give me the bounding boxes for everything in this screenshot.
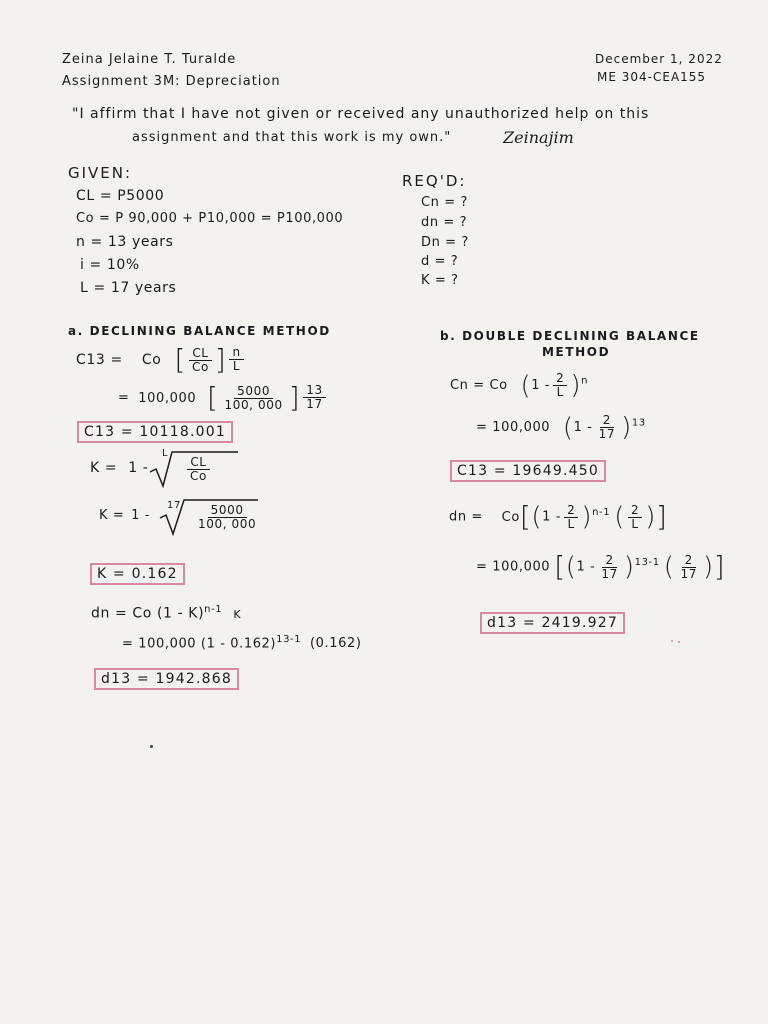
part-a-c13-formula: C13 = Co [ $\frac{CL}{Co}$ ] $\frac{n}{L}$: [76, 346, 247, 374]
radical-sign-b: [160, 500, 258, 534]
part-b-heading-1: b. DOUBLE DECLINING BALANCE: [440, 329, 700, 343]
root-index: L: [162, 448, 169, 459]
given-co: Co = P 90,000 + P10,000 = P100,000: [76, 211, 344, 226]
signature: Zeinajim: [503, 128, 574, 147]
part-b-heading-2: METHOD: [542, 345, 611, 359]
reqd-item: Dn = ?: [421, 235, 469, 250]
part-b-dn-substitution: = 100,000 [(1 - $\frac{2}{17}$ )$^{13-1}$ ( $\frac{2}{17}$ )]: [476, 550, 726, 583]
part-a-dn-substitution: = 100,000 (1 - 0.162)$^{13-1}$ (0.162): [122, 634, 362, 652]
given-l: L = 17 years: [80, 280, 177, 296]
date: December 1, 2022: [595, 52, 723, 66]
reqd-item: Cn = ?: [421, 195, 468, 210]
given-n: n = 13 years: [76, 234, 174, 250]
part-b-c13-result-box: C13 = 19649.450: [450, 460, 606, 482]
affirmation-line-2: assignment and that this work is my own.": [132, 130, 452, 145]
part-a-k-formula: K = 1 -: [90, 460, 149, 476]
part-a-dn-formula: dn = Co (1 - K)$^{n-1}$ K: [91, 604, 242, 622]
part-a-k-fraction: $\frac{CL}{Co}$: [184, 456, 213, 483]
part-a-heading: a. DECLINING BALANCE METHOD: [68, 324, 331, 338]
given-heading: GIVEN:: [68, 164, 133, 182]
course-code: ME 304-CEA155: [597, 70, 707, 84]
stray-mark: [671, 640, 673, 642]
radical-sign-a: [150, 452, 238, 486]
stray-mark: [150, 745, 153, 748]
student-name: Zeina Jelaine T. Turalde: [62, 52, 237, 67]
part-a-k-sub-fraction: $\frac{5000}{100, 000}$: [198, 503, 257, 531]
part-a-k-result-box: K = 0.162: [90, 563, 185, 585]
assignment-title: Assignment 3M: Depreciation: [62, 74, 281, 89]
part-a-k-substitution: K = 1 -: [99, 508, 150, 523]
reqd-heading: REQ'D:: [402, 172, 467, 190]
reqd-item: dn = ?: [421, 215, 468, 230]
given-cl: CL = P5000: [76, 188, 165, 204]
part-b-dn-formula: dn = Co[(1 - $\frac{2}{L}$ )$^{n-1}$ ( $\frac{2}{L}$ )]: [449, 500, 668, 533]
part-a-c13-substitution: = 100,000 [ $\frac{5000}{100, 000}$ ] $\frac{13}{17}$: [118, 384, 329, 412]
given-i: i = 10%: [80, 257, 140, 273]
part-b-cn-substitution: = 100,000 (1 - $\frac{2}{17}$ )$^{13}$: [476, 412, 646, 443]
part-a-c13-result-box: C13 = 10118.001: [77, 421, 233, 443]
root-index-17: 17: [167, 500, 181, 511]
part-b-cn-formula: Cn = Co (1 - $\frac{2}{L}$ )$^n$: [450, 370, 589, 401]
part-a-d13-result-box: d13 = 1942.868: [94, 668, 239, 690]
affirmation-line-1: "I affirm that I have not given or received any unauthorized help on this: [72, 106, 650, 122]
part-b-d13-result-box: d13 = 2419.927: [480, 612, 625, 634]
reqd-item: K = ?: [421, 273, 459, 288]
reqd-item: d = ?: [421, 254, 459, 269]
stray-mark: [678, 641, 680, 643]
